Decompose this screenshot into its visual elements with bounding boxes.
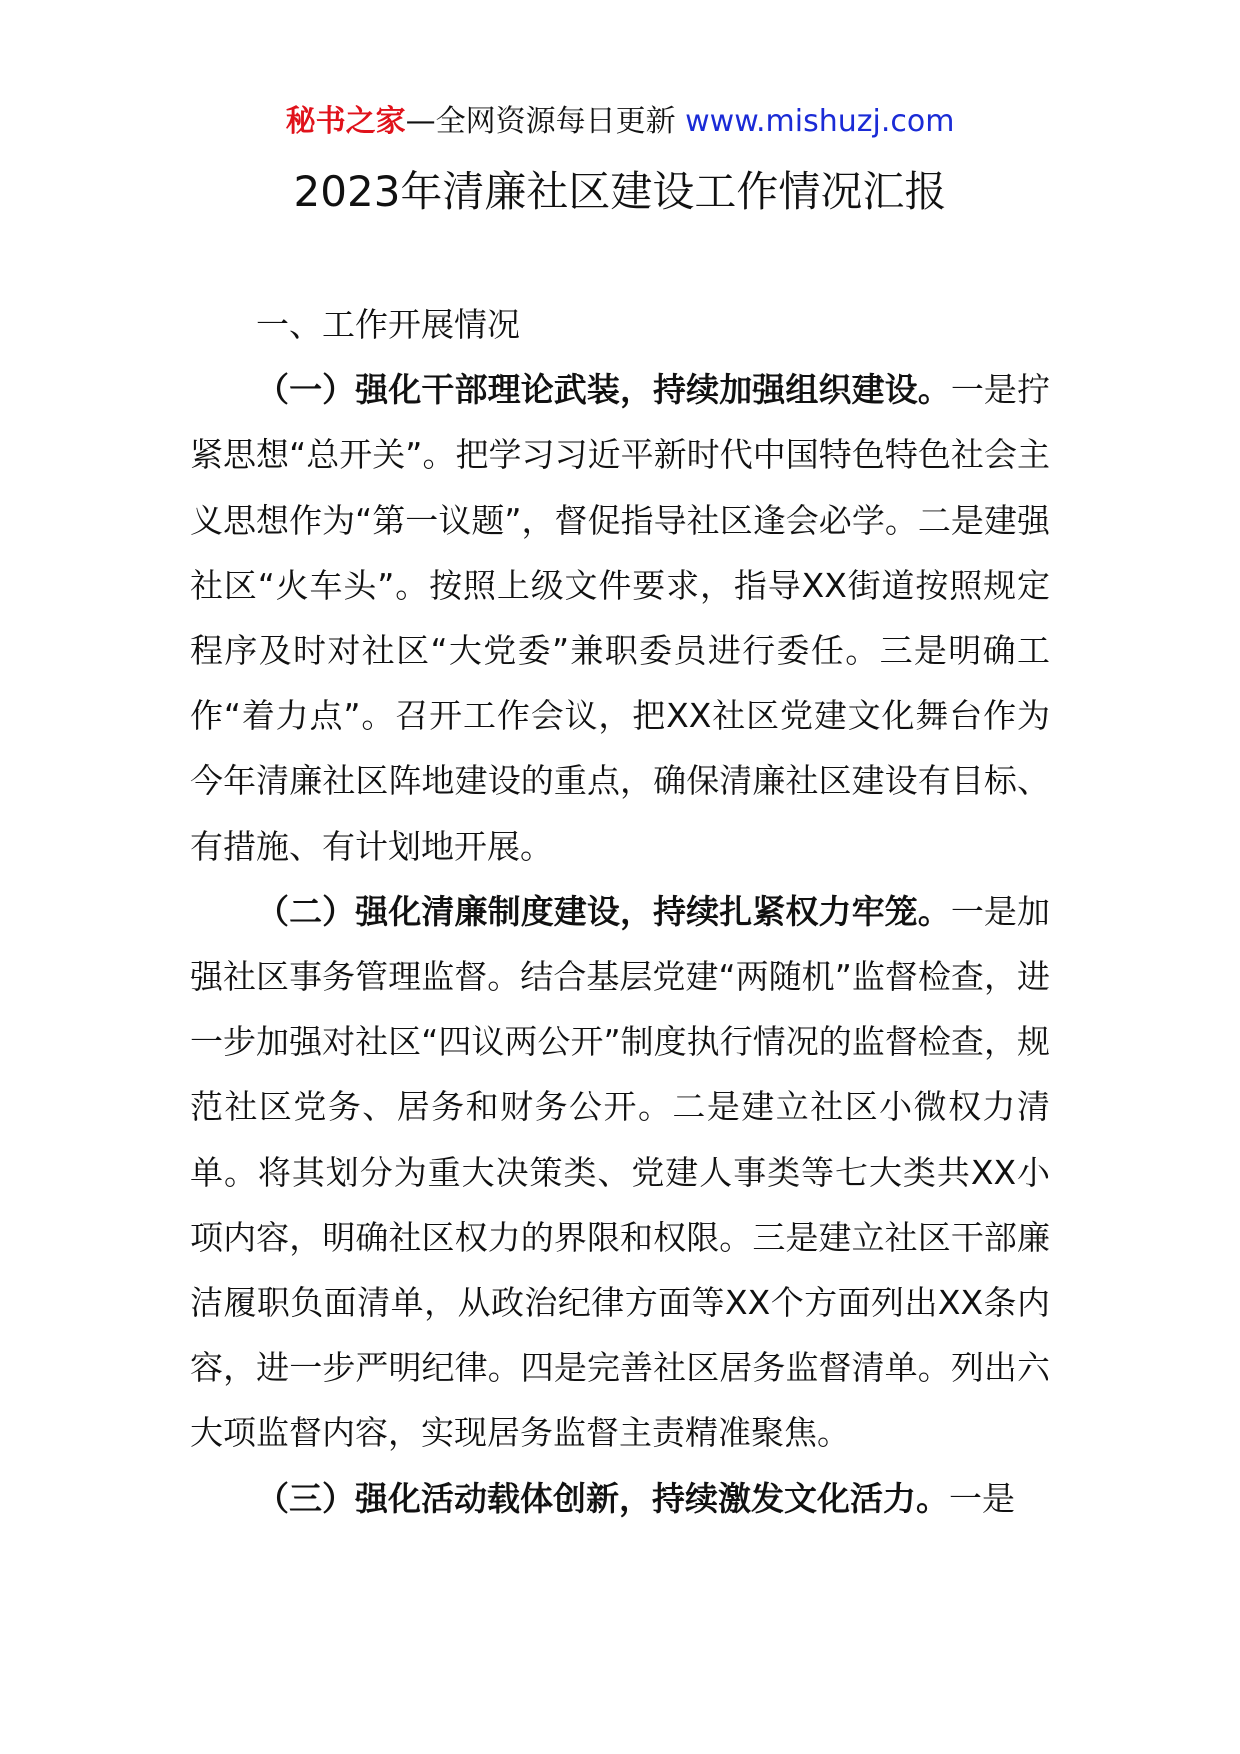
paragraph-2-heading: （二）强化清廉制度建设，持续扎紧权力牢笼。 xyxy=(256,891,951,931)
document-body xyxy=(190,292,1050,1531)
paragraph-2-text: 一是加强社区事务管理监督。结合基层党建“两随机”监督检查，进一步加强对社区“四议两公开”制度执行情况的监督检查，规范社区党务、居务和财务公开。二是建立社区小微权力清单。将其划分为重大决策类、党建人事类等七大类共XX小项内容，明确社区权力的界限和权限。三是建立社区干部廉洁履职负面清单，从政治纪律方面等XX个方面列出XX条内容，进一步严明纪律。四是完善社区居务监督清单。列出六大项监督内容，实现居务监督主责精准聚焦。 xyxy=(190,891,1051,1453)
paragraph-2 xyxy=(190,879,1050,1466)
site-url-link[interactable]: www.mishuzj.com xyxy=(685,104,955,139)
brand-name: 秘书之家 xyxy=(285,104,406,139)
header-tagline: —全网资源每日更新 xyxy=(405,104,676,139)
section-heading: 一、工作开展情况 xyxy=(256,305,520,344)
paragraph-3 xyxy=(190,1466,1050,1531)
paragraph-1-heading: （一）强化干部理论武装，持续加强组织建设。 xyxy=(256,370,951,410)
header-banner xyxy=(0,100,1240,144)
paragraph-3-heading: （三）强化活动载体创新，持续激发文化活力。 xyxy=(256,1478,949,1518)
paragraph-3-text: 一是 xyxy=(949,1478,1015,1518)
paragraph-1-text: 一是拧紧思想“总开关”。把学习习近平新时代中国特色特色社会主义思想作为“第一议题”，督促指导社区逢会必学。二是建强社区“火车头”。按照上级文件要求，指导XX街道按照规定程序及时对社区“大党委”兼职委员进行委任。三是明确工作“着力点”。召开工作会议，把XX社区党建文化舞台作为今年清廉社区阵地建设的重点，确保清廉社区建设有目标、有措施、有计划地开展。 xyxy=(190,370,1051,866)
document-title: 2023年清廉社区建设工作情况汇报 xyxy=(293,167,947,216)
paragraph-1 xyxy=(190,357,1050,879)
